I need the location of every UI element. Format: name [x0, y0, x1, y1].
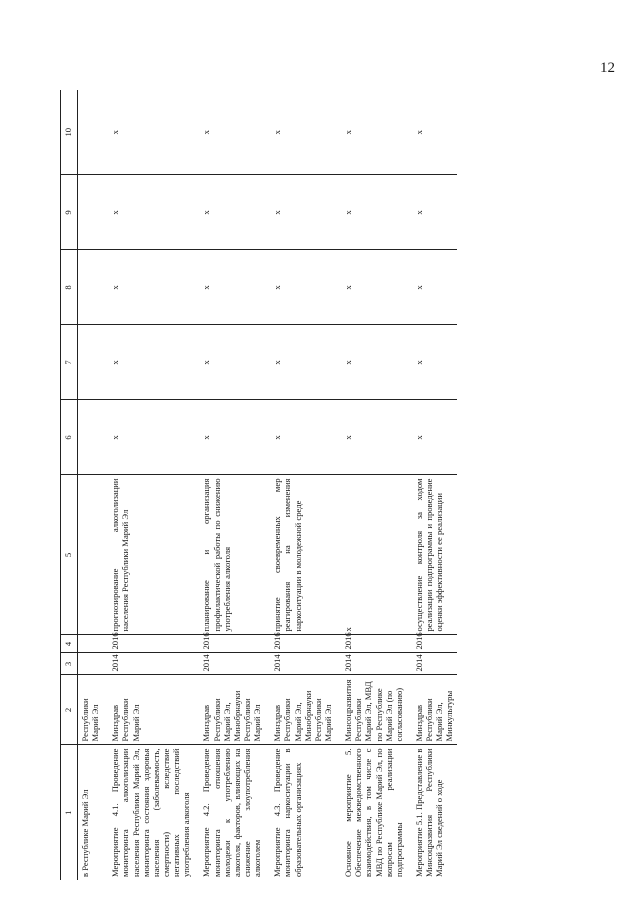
table-cell-9: [78, 175, 103, 250]
table-cell-10: x: [412, 90, 457, 175]
table-cell-7: [78, 325, 103, 400]
table-cell-2: Минздрав Республики Марий Эл, Минобрнауки Республики Марий Эл: [199, 675, 264, 745]
table-cell-5: принятие своевременных мер реагирования на изменения наркоситуации в молодежной среде: [270, 475, 335, 635]
column-header: 9: [61, 175, 78, 250]
table-cell-10: x: [108, 90, 193, 175]
table-cell-6: x: [270, 400, 335, 475]
table-cell-1: Мероприятие 4.2. Проведение мониторинга отношения молодежи к употреблению алкоголя, факторов, влияющих на снижение злоупотребления алкоголем: [201, 748, 263, 877]
table-cell-1: в Республике Марий Эл: [80, 789, 90, 877]
table-cell-8: x: [199, 250, 264, 325]
table-cell-1: Мероприятие 5.1. Представление в Минсоцразвития Республики Марий Эл сведений о ходе: [413, 748, 445, 877]
table-cell-4: 2016: [108, 635, 193, 653]
table-cell-2: Минздрав Республики Марий Эл: [108, 675, 193, 745]
table-cell-3: [78, 653, 103, 675]
table-cell-7: x: [199, 325, 264, 400]
table-cell-6: x: [341, 400, 406, 475]
table-cell-6: [78, 400, 103, 475]
table-cell-7: x: [412, 325, 457, 400]
column-header: 1: [61, 745, 78, 880]
table-cell-5: осуществление контроля за ходом реализации подпрограммы и проведение оценки эффективности ее реализации: [412, 475, 457, 635]
table-cell-3: 2014: [108, 653, 193, 675]
table-row: [412, 90, 457, 880]
table-cell-7: x: [270, 325, 335, 400]
table-cell-8: [78, 250, 103, 325]
table-cell-2: Минсоцразвития Республики Марий Эл, МВД по Республике Марий Эл (по согласованию): [341, 675, 406, 745]
table-cell-1: Основное мероприятие 5. Обеспечение межведомственного взаимодействия, в том числе с МВД по Республике Марий Эл, по вопросам реализации подпрограммы: [343, 748, 404, 877]
table-cell-9: x: [270, 175, 335, 250]
table-cell-5: прогнозирование алкоголизации населения Республики Марий Эл: [108, 475, 193, 635]
table-cell-9: x: [199, 175, 264, 250]
table-row: [341, 90, 406, 880]
column-header-row: [61, 90, 78, 880]
table-cell-4: [78, 635, 103, 653]
table-cell-6: x: [108, 400, 193, 475]
table-row: [270, 90, 335, 880]
table-cell-1: Мероприятие 4.3. Проведение мониторинга наркоситуации в образовательных организациях: [272, 748, 303, 877]
table-cell-9: x: [412, 175, 457, 250]
table-cell-1: Мероприятие 4.1. Проведение мониторинга алкоголизации населения Республики Марий Эл, мониторинга состояния здоровья населения (заболеваемость, смертности) вследствие негативных последствий употребления алкоголя: [110, 748, 192, 877]
table-cell-8: x: [270, 250, 335, 325]
document-sheet: [60, 90, 600, 880]
table-cell-3: 2014: [270, 653, 335, 675]
table-cell-2: Минздрав Республики Марий Эл, Минобрнауки Республики Марий Эл: [270, 675, 335, 745]
table-cell-9: x: [108, 175, 193, 250]
table-cell-8: x: [412, 250, 457, 325]
table-cell-2: Республики Марий Эл: [78, 675, 103, 745]
column-header: 5: [61, 475, 78, 635]
table-row: [78, 90, 103, 880]
table-cell-6: x: [199, 400, 264, 475]
table-cell-10: x: [341, 90, 406, 175]
table-row: [199, 90, 264, 880]
table-cell-10: [78, 90, 103, 175]
table-cell-8: x: [341, 250, 406, 325]
table-cell-4: 2016: [341, 635, 406, 653]
table-cell-10: x: [199, 90, 264, 175]
table-cell-6: x: [412, 400, 457, 475]
table-cell-2: Минздрав Республики Марий Эл, Минкультуры: [412, 675, 457, 745]
table-cell-5: x: [341, 475, 406, 635]
column-header: 6: [61, 400, 78, 475]
column-header: 4: [61, 635, 78, 653]
column-header: 8: [61, 250, 78, 325]
column-header: 2: [61, 675, 78, 745]
table-cell-3: 2014: [341, 653, 406, 675]
table-cell-7: x: [341, 325, 406, 400]
table-cell-10: x: [270, 90, 335, 175]
table-cell-3: 2014: [199, 653, 264, 675]
table-cell-5: планирование и организация профилактической работы по снижению употребления алкоголя: [199, 475, 264, 635]
table-cell-5: [78, 475, 103, 635]
page-number: 12: [600, 60, 615, 76]
table-cell-9: x: [341, 175, 406, 250]
table-cell-7: x: [108, 325, 193, 400]
column-header: 10: [61, 90, 78, 175]
program-table: [60, 90, 457, 880]
table-cell-3: 2014: [412, 653, 457, 675]
column-header: 7: [61, 325, 78, 400]
table-cell-8: x: [108, 250, 193, 325]
table-row: [108, 90, 193, 880]
table-cell-4: 2016: [199, 635, 264, 653]
column-header: 3: [61, 653, 78, 675]
table-cell-4: 2016: [412, 635, 457, 653]
table-cell-4: 2016: [270, 635, 335, 653]
